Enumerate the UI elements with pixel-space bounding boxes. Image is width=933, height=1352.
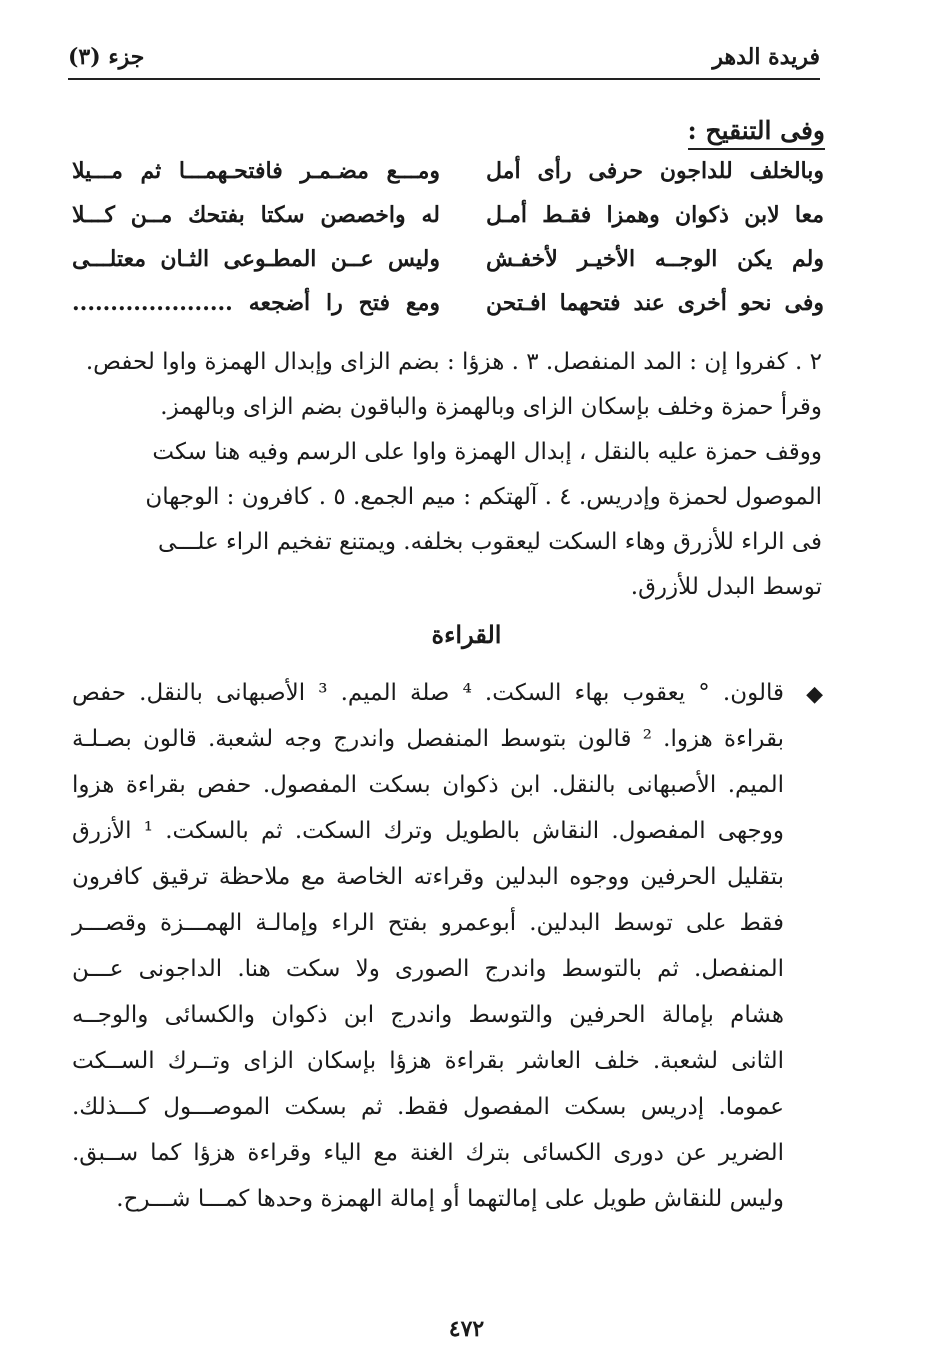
reading-line: الثانى لشعبة. خلف العاشر بقراءة هزؤا بإسكان الزاى وتــرك الســكت — [72, 1048, 784, 1074]
reading-line: عموما. إدريس بسكت المفصول فقط. ثم بسكت الموصـــول كـــذلك. — [72, 1094, 784, 1120]
reading-line: هشام بإمالة الحرفين والتوسط واندرج ابن ذكوان والكسائى والوجــه — [72, 1002, 784, 1028]
poem-verse — [72, 158, 824, 202]
note-line: ٢ . كفروا إن : المد المنفصل. ٣ . هزؤا : بضم الزاى وإبدال الهمزة واوا لحفص. — [85, 349, 822, 375]
part-number: جزء (٣) — [68, 44, 145, 70]
note-line: وقرأ حمزة وخلف بإسكان الزاى وبالهمزة والباقون بضم الزاى وبالهمز. — [160, 394, 822, 420]
section-title: القراءة — [431, 620, 502, 649]
poem-verse — [72, 202, 824, 246]
note-line: ووقف حمزة عليه بالنقل ، إبدال الهمزة واوا على الرسم وفيه هنا سكت — [152, 439, 822, 465]
note-line: فى الراء للأزرق وهاء السكت ليعقوب بخلفه. ويمتنع تفخيم الراء علـــى — [157, 529, 822, 555]
verse-right-hemistich: وفى نحو أخرى عند فتحهما افـتحن — [486, 290, 824, 316]
verse-left-hemistich: ومـــع مضـمـر فافتحـهمـــا ثم مـــيلا — [72, 158, 440, 184]
book-title: فريدة الدهر — [712, 44, 820, 70]
verse-right-hemistich: معا لابن ذكوان وهمزا فقـط أمـل — [486, 202, 824, 228]
page-header — [68, 38, 820, 80]
reading-line: الميم. الأصبهانى بالنقل. ابن ذكوان بسكت المفصول. حفص بقراءة هزوا — [72, 772, 784, 798]
verse-left-hemistich: له واخصصن سكتا بفتحك مــن كـــلا — [72, 202, 440, 228]
reading-line: فقط على توسط البدلين. أبوعمرو بفتح الراء وإمالـة الهمـــزة وقصـــر — [72, 910, 784, 936]
reading-line: وليس للنقاش طويل على إمالتهما أو إمالة الهمزة وحدها كمـــا شـــرح. — [116, 1186, 784, 1212]
poem-verse — [72, 290, 824, 334]
reading-line: الضرير عن دورى الكسائى بترك الغنة مع الياء وقراءة هزؤا كما ســبق. — [72, 1140, 784, 1166]
footnotes-paragraph — [72, 340, 822, 610]
verse-right-hemistich: وبالخلف للداجون حرفى رأى أمل — [486, 158, 824, 184]
diamond-bullet-icon: ◆ — [806, 682, 823, 707]
verse-left-hemistich: وليس عــن المطـوعى الثـان معتلـــى — [72, 246, 440, 272]
verse-left-hemistich: ومع فتح را أضجعه ..................... — [72, 290, 440, 316]
reading-line: قالون. ° يعقوب بهاء السكت. ⁴ صلة الميم. ³ الأصبهانى بالنقل. حفص — [72, 680, 784, 706]
reading-line: ووجهى المفصول. النقاش بالطويل وترك السكت. ثم بالسكت. ¹ الأزرق — [72, 818, 784, 844]
note-line: الموصول لحمزة وإدريس. ٤ . آلهتكم : ميم الجمع. ٥ . كافرون : الوجهان — [145, 484, 822, 510]
note-line: توسط البدل للأزرق. — [630, 574, 822, 600]
page-number: ٤٧٢ — [448, 1316, 485, 1342]
poem-verse — [72, 246, 824, 290]
tanqih-subheading: وفى التنقيح : — [688, 116, 825, 150]
reading-line: المنفصل. ثم بالتوسط واندرج الصورى ولا سكت هنا. الداجونى عـــن — [72, 956, 784, 982]
verse-right-hemistich: ولم يكن الوجــه الأخيـر لأخفـش — [486, 246, 824, 272]
reading-paragraph — [72, 670, 784, 1222]
reading-line: بقراءة هزوا. ² قالون بتوسط المنفصل واندرج وجه لشعبة. قالون بصـلـة — [72, 726, 784, 752]
poem-block — [72, 158, 824, 334]
reading-line: بتقليل الحرفين ووجوه البدلين وقراءته الخاصة مع ملاحظة ترقيق كافرون — [72, 864, 784, 890]
